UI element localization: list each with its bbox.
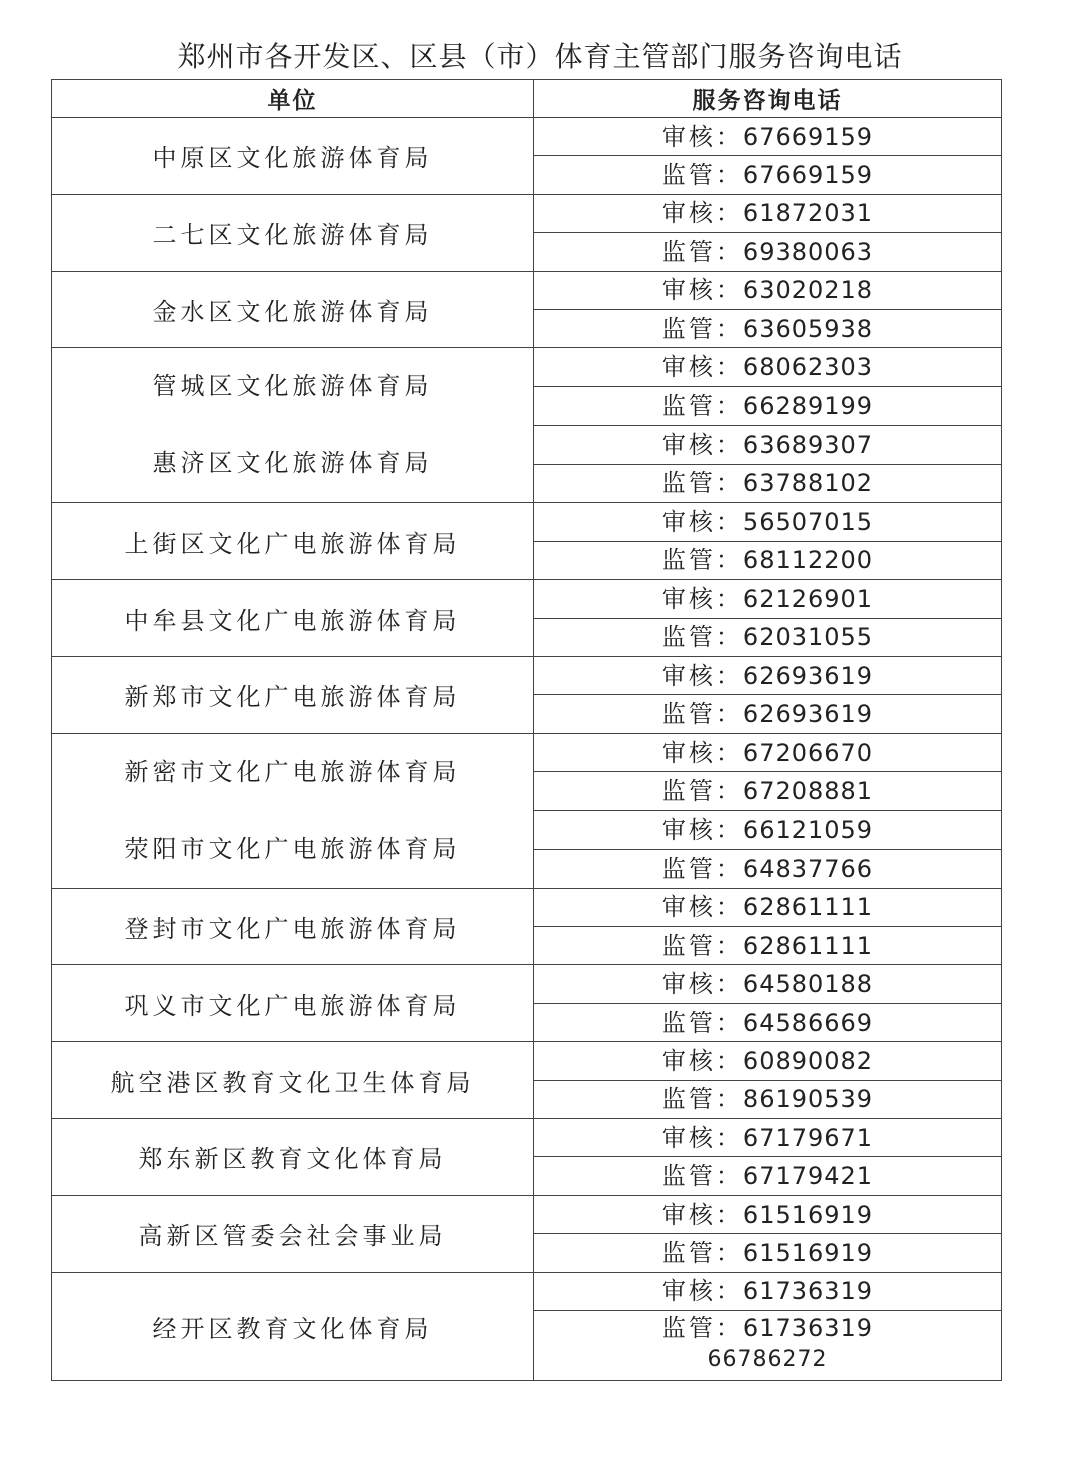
phone-cell bbox=[534, 927, 1002, 965]
unit-name: 航空港区教育文化卫生体育局 bbox=[110, 1068, 475, 1097]
supervise-label: 监管： bbox=[661, 391, 743, 420]
table-row bbox=[52, 1042, 1002, 1080]
phone-cell bbox=[534, 965, 1002, 1003]
phone-number: 69380063 bbox=[742, 237, 874, 266]
table-row bbox=[52, 1119, 1002, 1157]
unit-name: 巩义市文化广电旅游体育局 bbox=[124, 991, 461, 1020]
supervise-label: 监管： bbox=[661, 469, 743, 498]
supervise-label: 监管： bbox=[661, 623, 743, 652]
table-row bbox=[52, 733, 1002, 772]
supervise-label: 监管： bbox=[661, 699, 743, 728]
extra-phone-number: 66786272 bbox=[707, 1346, 828, 1372]
supervise-label: 监管： bbox=[661, 1313, 743, 1342]
phone-number: 67206670 bbox=[742, 738, 874, 767]
unit-cell bbox=[52, 733, 534, 888]
review-label: 审核： bbox=[661, 430, 743, 459]
table-row bbox=[52, 503, 1002, 541]
phone-number: 63020218 bbox=[742, 276, 874, 305]
phone-number: 63788102 bbox=[742, 469, 874, 498]
unit-cell bbox=[52, 1195, 534, 1272]
phone-cell bbox=[534, 233, 1002, 271]
phone-cell bbox=[534, 1272, 1002, 1310]
table-row bbox=[52, 656, 1002, 694]
table-body bbox=[52, 118, 1002, 1381]
review-label: 审核： bbox=[661, 353, 743, 382]
phone-cell bbox=[534, 618, 1002, 656]
phone-cell bbox=[534, 387, 1002, 426]
unit-cell bbox=[52, 656, 534, 733]
unit-name: 二七区文化旅游体育局 bbox=[152, 221, 433, 250]
supervise-label: 监管： bbox=[661, 1085, 743, 1114]
phone-number: 64580188 bbox=[742, 970, 874, 999]
supervise-label: 监管： bbox=[661, 1008, 743, 1037]
phone-number: 62861111 bbox=[742, 931, 874, 960]
phone-number: 62126901 bbox=[742, 584, 874, 613]
phone-number: 67208881 bbox=[742, 777, 874, 806]
phone-number: 86190539 bbox=[742, 1085, 874, 1114]
supervise-label: 监管： bbox=[661, 854, 743, 883]
table-row bbox=[52, 965, 1002, 1003]
phone-number: 66121059 bbox=[742, 816, 874, 845]
phone-number: 68062303 bbox=[742, 353, 874, 382]
page-title: 郑州市各开发区、区县（市）体育主管部门服务咨询电话 bbox=[177, 40, 903, 73]
phone-cell bbox=[534, 464, 1002, 503]
phone-number: 61516919 bbox=[742, 1238, 874, 1267]
supervise-label: 监管： bbox=[661, 314, 743, 343]
phone-table bbox=[51, 79, 1002, 1381]
supervise-label: 监管： bbox=[661, 161, 743, 190]
phone-cell bbox=[534, 1003, 1002, 1041]
unit-name: 荥阳市文化广电旅游体育局 bbox=[124, 834, 461, 863]
phone-number: 62031055 bbox=[742, 623, 874, 652]
table-row bbox=[52, 1195, 1002, 1233]
phone-cell bbox=[534, 271, 1002, 309]
table-row bbox=[52, 194, 1002, 232]
phone-number: 61872031 bbox=[742, 199, 874, 228]
phone-number: 64837766 bbox=[742, 854, 874, 883]
phone-cell bbox=[534, 1042, 1002, 1080]
review-label: 审核： bbox=[661, 1046, 743, 1075]
unit-cell bbox=[52, 118, 534, 195]
review-label: 审核： bbox=[661, 276, 743, 305]
review-label: 审核： bbox=[661, 738, 743, 767]
review-label: 审核： bbox=[661, 816, 743, 845]
unit-cell bbox=[52, 888, 534, 965]
review-label: 审核： bbox=[661, 1123, 743, 1152]
phone-number: 60890082 bbox=[742, 1046, 874, 1075]
unit-cell bbox=[52, 1272, 534, 1380]
unit-name: 管城区文化旅游体育局 bbox=[152, 372, 433, 401]
phone-number: 62861111 bbox=[742, 893, 874, 922]
phone-cell bbox=[534, 425, 1002, 464]
phone-number: 62693619 bbox=[742, 699, 874, 728]
phone-cell bbox=[534, 1195, 1002, 1233]
unit-name: 新郑市文化广电旅游体育局 bbox=[124, 683, 461, 712]
unit-name: 登封市文化广电旅游体育局 bbox=[124, 915, 461, 944]
phone-number: 61736319 bbox=[742, 1313, 874, 1342]
phone-number: 61516919 bbox=[742, 1200, 874, 1229]
unit-cell bbox=[52, 503, 534, 580]
phone-number: 67179421 bbox=[742, 1162, 874, 1191]
unit-name: 郑东新区教育文化体育局 bbox=[138, 1145, 447, 1174]
phone-cell bbox=[534, 772, 1002, 811]
review-label: 审核： bbox=[661, 508, 743, 537]
phone-cell bbox=[534, 695, 1002, 733]
unit-cell bbox=[52, 1042, 534, 1119]
phone-number: 66289199 bbox=[742, 391, 874, 420]
unit-name: 中牟县文化广电旅游体育局 bbox=[124, 606, 461, 635]
phone-number: 62693619 bbox=[742, 661, 874, 690]
review-label: 审核： bbox=[661, 661, 743, 690]
unit-cell bbox=[52, 580, 534, 657]
unit-cell bbox=[52, 965, 534, 1042]
phone-number: 67179671 bbox=[742, 1123, 874, 1152]
phone-cell bbox=[534, 1157, 1002, 1195]
supervise-label: 监管： bbox=[661, 931, 743, 960]
unit-name: 金水区文化旅游体育局 bbox=[152, 297, 433, 326]
review-label: 审核： bbox=[661, 893, 743, 922]
phone-cell bbox=[534, 580, 1002, 618]
phone-cell bbox=[534, 733, 1002, 772]
table-row bbox=[52, 348, 1002, 387]
header-row bbox=[52, 80, 1002, 118]
phone-number: 64586669 bbox=[742, 1008, 874, 1037]
phone-cell bbox=[534, 541, 1002, 579]
review-label: 审核： bbox=[661, 1277, 743, 1306]
phone-cell bbox=[534, 194, 1002, 232]
table-row bbox=[52, 888, 1002, 926]
phone-cell bbox=[534, 1080, 1002, 1118]
unit-name: 上街区文化广电旅游体育局 bbox=[124, 529, 461, 558]
table-row bbox=[52, 118, 1002, 156]
table-row bbox=[52, 580, 1002, 618]
phone-cell bbox=[534, 309, 1002, 347]
phone-number: 63689307 bbox=[742, 430, 874, 459]
supervise-label: 监管： bbox=[661, 237, 743, 266]
phone-cell bbox=[534, 849, 1002, 888]
unit-name: 经开区教育文化体育局 bbox=[152, 1314, 433, 1343]
unit-cell bbox=[52, 1119, 534, 1196]
phone-cell bbox=[534, 503, 1002, 541]
review-label: 审核： bbox=[661, 584, 743, 613]
phone-cell bbox=[534, 1119, 1002, 1157]
review-label: 审核： bbox=[661, 199, 743, 228]
phone-cell bbox=[534, 348, 1002, 387]
table-row bbox=[52, 1272, 1002, 1310]
phone-number: 56507015 bbox=[742, 508, 874, 537]
phone-cell bbox=[534, 1234, 1002, 1272]
table-row bbox=[52, 271, 1002, 309]
unit-name: 中原区文化旅游体育局 bbox=[152, 144, 433, 173]
supervise-label: 监管： bbox=[661, 1162, 743, 1191]
supervise-label: 监管： bbox=[661, 546, 743, 575]
phone-cell bbox=[534, 811, 1002, 850]
unit-name: 新密市文化广电旅游体育局 bbox=[124, 757, 461, 786]
phone-number: 63605938 bbox=[742, 314, 874, 343]
unit-name: 惠济区文化旅游体育局 bbox=[152, 449, 433, 478]
supervise-label: 监管： bbox=[661, 777, 743, 806]
phone-number: 68112200 bbox=[742, 546, 874, 575]
phone-cell bbox=[534, 656, 1002, 694]
unit-cell bbox=[52, 271, 534, 348]
phone-cell bbox=[534, 1310, 1002, 1380]
supervise-label: 监管： bbox=[661, 1238, 743, 1267]
phone-cell bbox=[534, 118, 1002, 156]
review-label: 审核： bbox=[661, 1200, 743, 1229]
phone-cell bbox=[534, 156, 1002, 194]
review-label: 审核： bbox=[661, 970, 743, 999]
unit-cell bbox=[52, 348, 534, 503]
phone-number: 67669159 bbox=[742, 161, 874, 190]
review-label: 审核： bbox=[661, 122, 743, 151]
unit-cell bbox=[52, 194, 534, 271]
header-phone: 服务咨询电话 bbox=[534, 80, 1002, 118]
unit-name: 高新区管委会社会事业局 bbox=[138, 1222, 447, 1251]
header-unit: 单位 bbox=[52, 80, 534, 118]
phone-number: 61736319 bbox=[742, 1277, 874, 1306]
phone-number: 67669159 bbox=[742, 122, 874, 151]
phone-cell bbox=[534, 888, 1002, 926]
